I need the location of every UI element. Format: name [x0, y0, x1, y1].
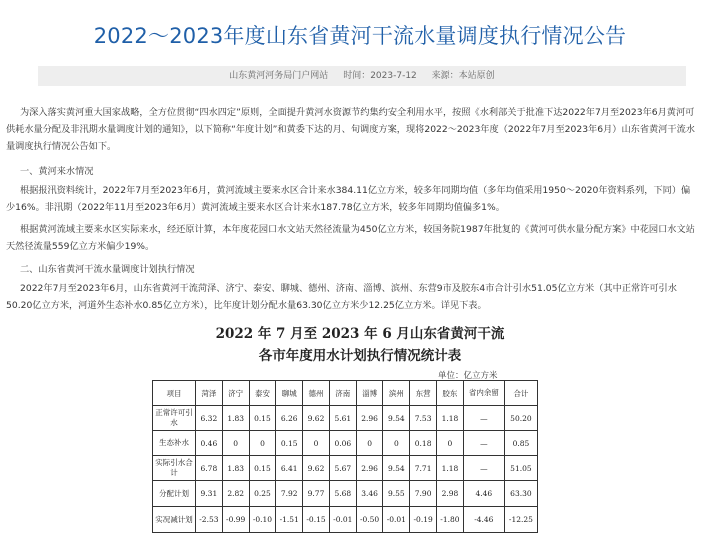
- table-cell: 5.67: [329, 456, 356, 481]
- paragraph-intro: 为深入落实黄河重大国家战略，全方位贯彻“四水四定”原则，全面提升黄河水资源节约集约安全利用水平，按照《水利部关于批准下达2022年7月至2023年6月黄河可供耗水量分配及非汛期水量调度计划的通知》，以下简称“年度计划”和黄委下达的月、旬调度方案，现将2022～2023年度（2022年7月至2023年6月）山东省黄河干流水量调度执行情况公告如下。: [6, 107, 695, 152]
- header-cell: 省内余留: [463, 381, 504, 406]
- table-cell: —: [463, 456, 504, 481]
- table-cell: 9.31: [196, 481, 223, 507]
- paragraph-natural-runoff: 根据黄河流域主要来水区实际来水，经还原计算，本年度花园口水文站天然径流量为450亿立方米，较国务院1987年批复的《黄河可供水量分配方案》中花园口水文站天然径流量559亿立方米偏少19%。: [6, 224, 695, 252]
- header-cell: 东营: [410, 381, 437, 406]
- table-cell: -2.53: [196, 507, 223, 533]
- header-cell: 项目: [153, 381, 196, 406]
- table-cell: 63.30: [504, 481, 537, 507]
- table-cell: 0.06: [329, 431, 356, 456]
- paragraph-plan-execution: 2022年7月至2023年6月，山东省黄河干流菏泽、济宁、泰安、聊城、德州、济南、淄博、滨州、东营9市及胶东4市合计引水51.05亿立方米（其中正常许可引水50.20亿立方米，河道外生态补水0.85亿立方米），比年度计划分配水量63.30亿立方米少12.25亿立方米。详见下表。: [6, 283, 677, 311]
- table-cell: 51.05: [504, 456, 537, 481]
- table-cell: 2.98: [437, 481, 464, 507]
- table-row: [153, 406, 538, 431]
- header-cell: 淄博: [356, 381, 383, 406]
- header-cell: 济宁: [222, 381, 249, 406]
- row-label: 实况减计划: [153, 507, 196, 533]
- table-cell: 5.68: [329, 481, 356, 507]
- table-cell: -0.10: [249, 507, 276, 533]
- table-cell: -0.99: [222, 507, 249, 533]
- table-cell: 9.62: [303, 456, 330, 481]
- table-cell: 0: [303, 431, 330, 456]
- article-title: 2022～2023年度山东省黄河干流水量调度执行情况公告: [93, 24, 627, 48]
- table-cell: -0.50: [356, 507, 383, 533]
- meta-source-value: 本站原创: [458, 71, 495, 81]
- meta-source-label: 来源：: [431, 71, 459, 81]
- table-unit: 单位：亿立方米: [438, 371, 498, 381]
- table-cell: 1.83: [222, 406, 249, 431]
- table-cell: 0.18: [410, 431, 437, 456]
- section-heading-plan: 二、山东省黄河干流水量调度计划执行情况: [20, 264, 195, 275]
- table-cell: 7.90: [410, 481, 437, 507]
- table-title-line2: 各市年度用水计划执行情况统计表: [258, 348, 462, 364]
- table-cell: 9.77: [303, 481, 330, 507]
- table-cell: 6.78: [196, 456, 223, 481]
- table-cell: 9.62: [303, 406, 330, 431]
- table-cell: 2.96: [356, 406, 383, 431]
- table-cell: 5.61: [329, 406, 356, 431]
- table-cell: -0.01: [329, 507, 356, 533]
- header-cell: 合计: [504, 381, 537, 406]
- table-cell: 0.46: [196, 431, 223, 456]
- water-use-statistics-table: [152, 380, 538, 533]
- table-cell: 1.18: [437, 456, 464, 481]
- table-cell: 9.54: [383, 406, 410, 431]
- table-cell: 1.83: [222, 456, 249, 481]
- table-cell: -4.46: [463, 507, 504, 533]
- table-cell: 0.15: [276, 431, 303, 456]
- table-row: [153, 431, 538, 456]
- header-cell: 菏泽: [196, 381, 223, 406]
- table-header-row: [153, 381, 538, 406]
- table-cell: —: [463, 406, 504, 431]
- table-cell: 6.41: [276, 456, 303, 481]
- table-cell: 6.32: [196, 406, 223, 431]
- table-cell: 0: [249, 431, 276, 456]
- table-cell: 0: [356, 431, 383, 456]
- table-row: [153, 481, 538, 507]
- table-row: [153, 456, 538, 481]
- header-cell: 滨州: [383, 381, 410, 406]
- row-label: 分配计划: [153, 481, 196, 507]
- table-cell: 9.55: [383, 481, 410, 507]
- table-cell: 0.25: [249, 481, 276, 507]
- header-cell: 泰安: [249, 381, 276, 406]
- meta-time-value: 2023-7-12: [370, 71, 417, 81]
- table-cell: 0.15: [249, 406, 276, 431]
- table-cell: 3.46: [356, 481, 383, 507]
- table-cell: 7.71: [410, 456, 437, 481]
- table-cell: -0.19: [410, 507, 437, 533]
- meta-source: [432, 71, 495, 81]
- section-heading-inflow: 一、黄河来水情况: [20, 166, 94, 177]
- table-cell: -1.80: [437, 507, 464, 533]
- table-cell: 7.53: [410, 406, 437, 431]
- row-label: 实际引水合计: [153, 456, 196, 481]
- meta-time-label: 时间：: [343, 71, 371, 81]
- row-label: 正常许可引水: [153, 406, 196, 431]
- meta-site[interactable]: 山东黄河河务局门户网站: [229, 71, 329, 81]
- table-cell: 6.26: [276, 406, 303, 431]
- table-cell: —: [463, 431, 504, 456]
- table-cell: -1.51: [276, 507, 303, 533]
- table-cell: 0.85: [504, 431, 537, 456]
- paragraph-inflow-stats: 根据报汛资料统计，2022年7月至2023年6月，黄河流域主要来水区合计来水384.11亿立方米，较多年同期均值（多年均值采用1950～2020年资料系列，下同）偏少16%。非汛期（2022年11月至2023年6月）黄河流域主要来水区合计来水187.78亿立方米，较多年同期均值偏多1%。: [6, 185, 691, 213]
- table-cell: -12.25: [504, 507, 537, 533]
- table-title-line1: 2022 年 7 月至 2023 年 6 月山东省黄河干流: [215, 326, 505, 342]
- table-cell: 0: [437, 431, 464, 456]
- table-cell: 2.96: [356, 456, 383, 481]
- header-cell: 德州: [303, 381, 330, 406]
- table-cell: 9.54: [383, 456, 410, 481]
- table-cell: 7.92: [276, 481, 303, 507]
- table-cell: 2.82: [222, 481, 249, 507]
- table-cell: 0: [222, 431, 249, 456]
- table-cell: -0.15: [303, 507, 330, 533]
- table-cell: 0: [383, 431, 410, 456]
- table-row: [153, 507, 538, 533]
- table-cell: 0.15: [249, 456, 276, 481]
- header-cell: 胶东: [437, 381, 464, 406]
- row-label: 生态补水: [153, 431, 196, 456]
- table-cell: -0.01: [383, 507, 410, 533]
- table-cell: 1.18: [437, 406, 464, 431]
- article-meta-bar: [38, 66, 686, 86]
- table-cell: 50.20: [504, 406, 537, 431]
- header-cell: 济南: [329, 381, 356, 406]
- table-cell: 4.46: [463, 481, 504, 507]
- meta-time: [343, 71, 417, 81]
- header-cell: 聊城: [276, 381, 303, 406]
